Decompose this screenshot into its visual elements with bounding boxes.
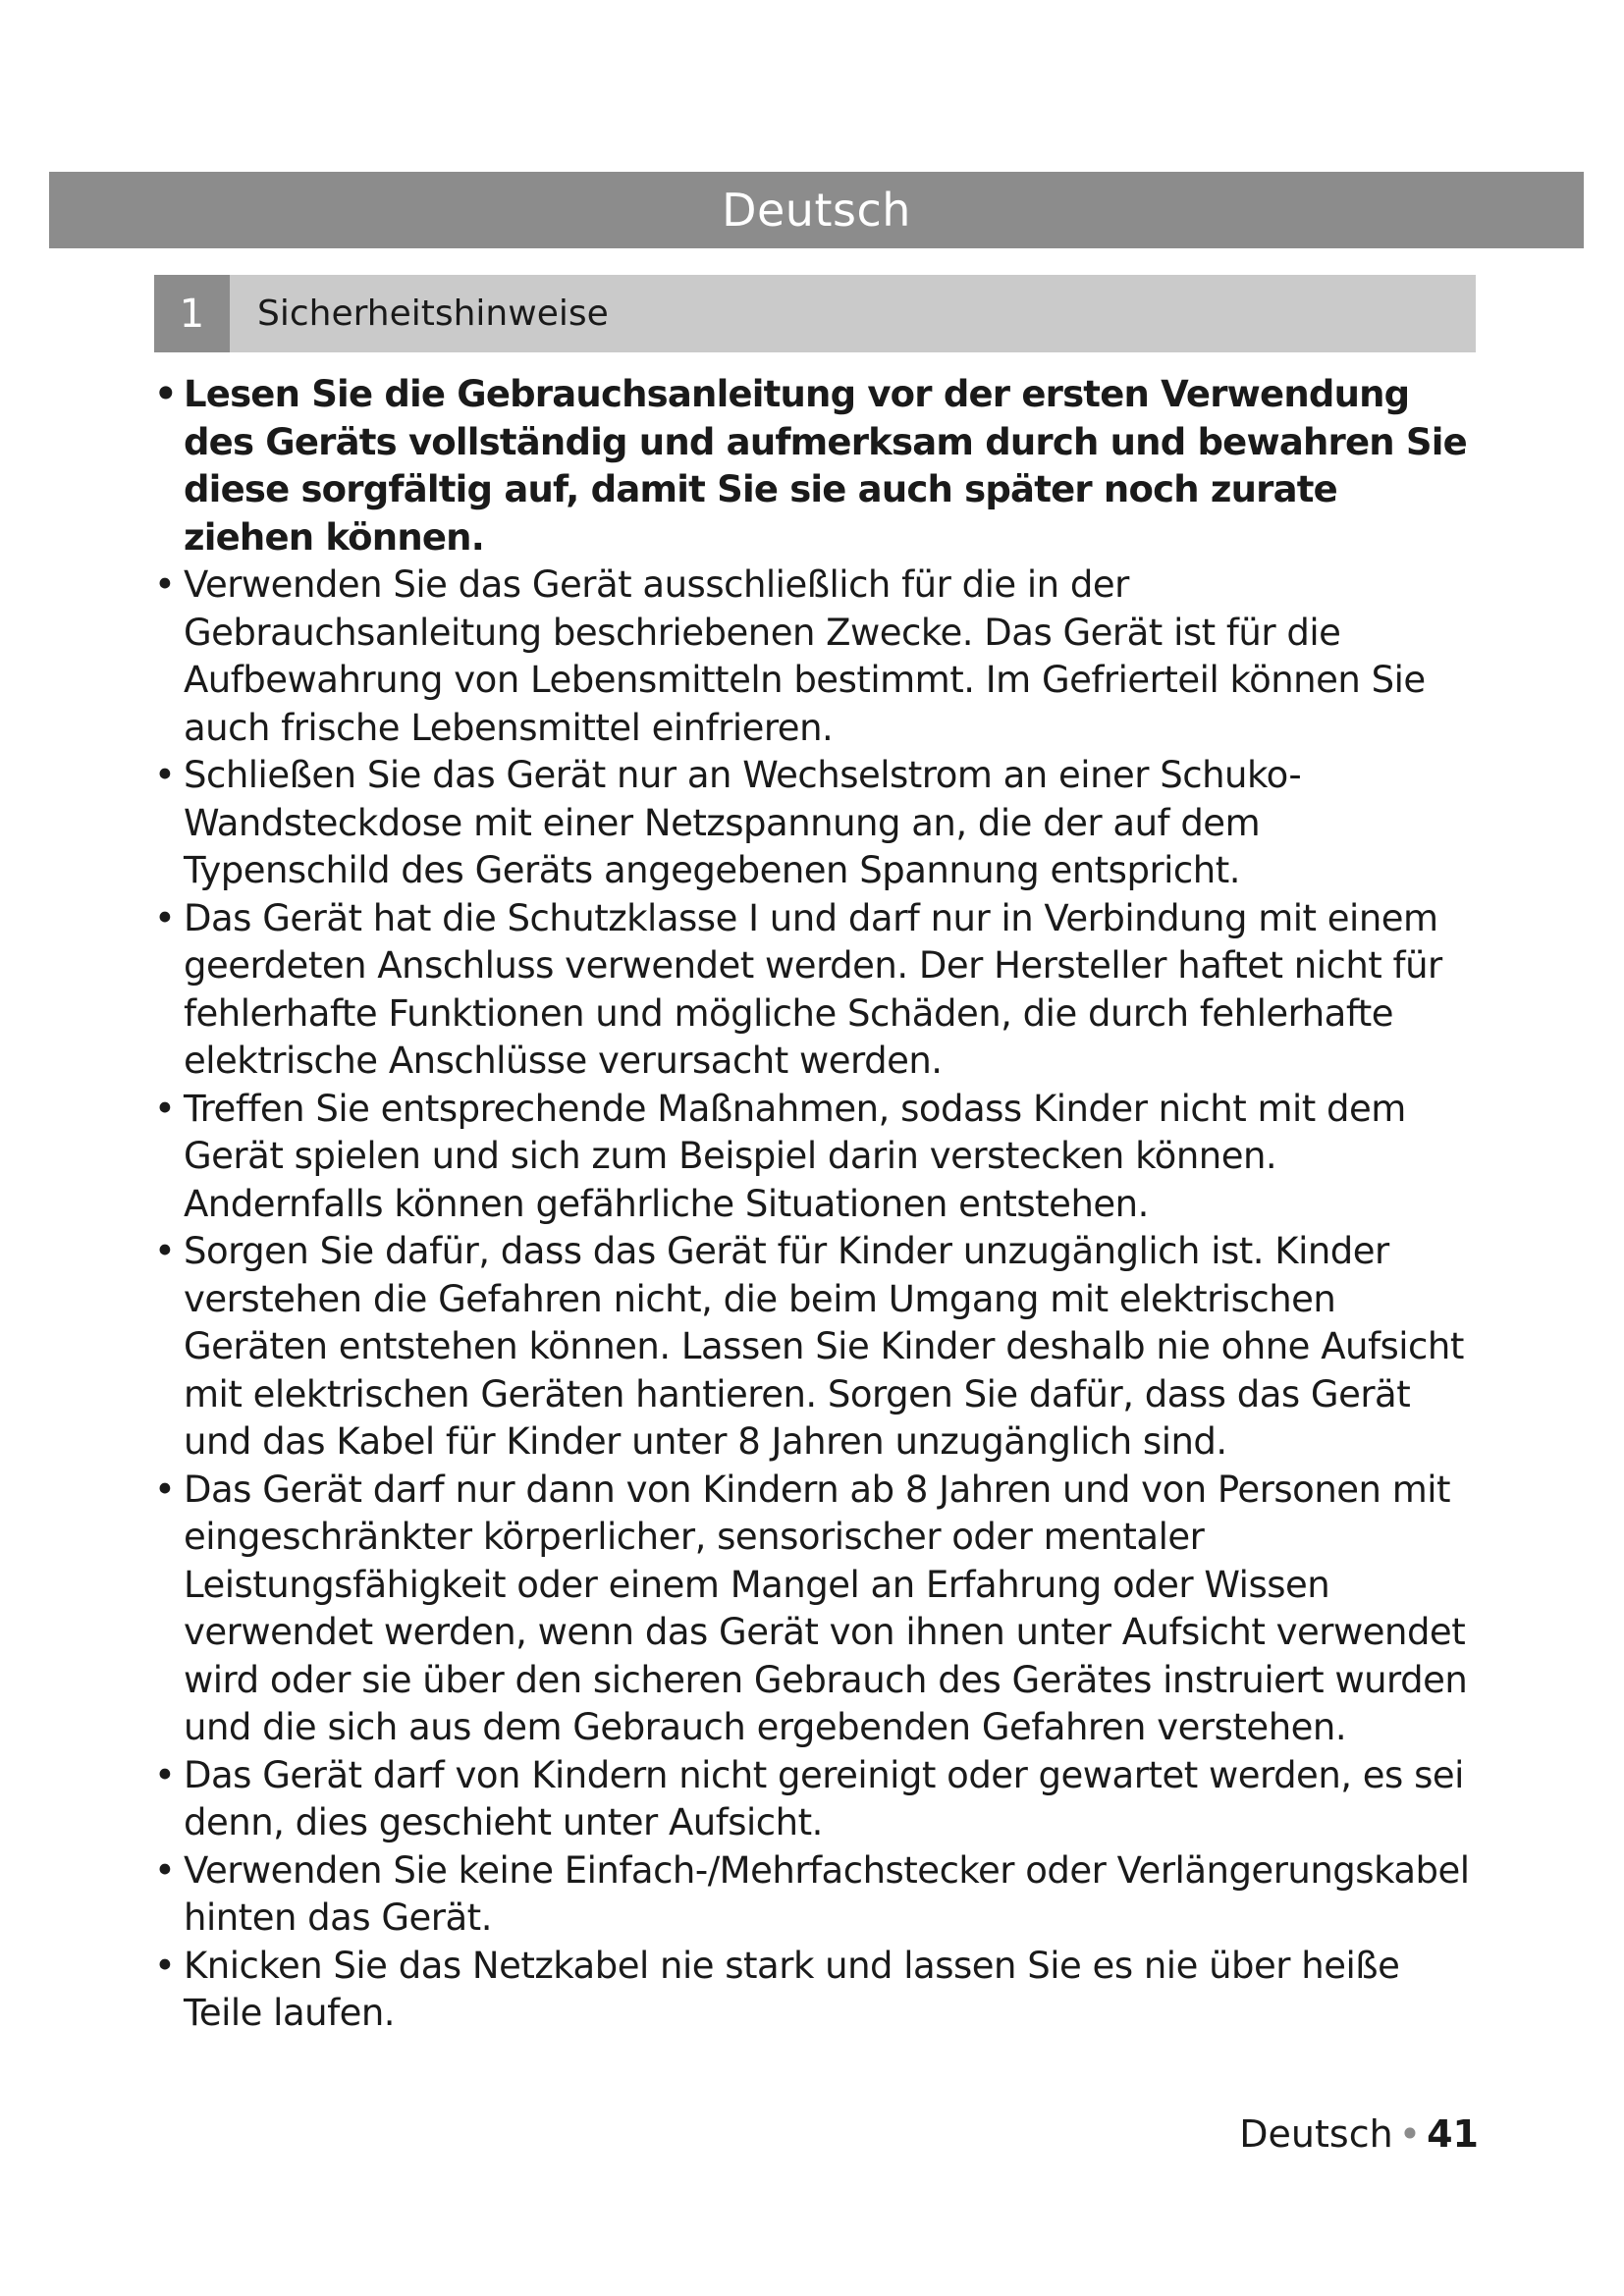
bullet-icon: • <box>154 1848 176 1892</box>
list-item-text: Sorgen Sie dafür, dass das Gerät für Kinder unzugänglich ist. Kinder verstehen die Gefahren nicht, die beim Umgang mit elektrischen Geräten entstehen können. Lassen Sie Kinder deshalb nie ohne Aufsicht mit elektrischen Geräten hantieren. Sorgen Sie dafür, dass das Gerät und das Kabel für Kinder unter 8 Jahren unzugänglich sind. <box>184 1230 1464 1463</box>
list-item <box>154 1228 1476 1467</box>
list-item <box>154 1086 1476 1229</box>
bullet-icon: • <box>154 1087 176 1130</box>
section-number: 1 <box>154 275 230 352</box>
section-header <box>154 275 1476 352</box>
footer-language: Deutsch <box>1239 2112 1393 2156</box>
list-item-text: Das Gerät hat die Schutzklasse I und darf nur in Verbindung mit einem geerdeten Anschluss verwendet werden. Der Hersteller haftet nicht für fehlerhafte Funktionen und mögliche Schäden, die durch fehlerhafte elektrische Anschlüsse verursacht werden. <box>184 896 1442 1082</box>
list-item <box>154 561 1476 752</box>
bullet-icon: • <box>154 754 176 796</box>
list-item-text: Lesen Sie die Gebrauchsanleitung vor der ersten Verwendung des Geräts vollständig und aufmerksam durch und bewahren Sie diese sorgfältig auf, damit Sie sie auch später noch zurate ziehen können. <box>184 373 1467 559</box>
list-item <box>154 752 1476 895</box>
footer-separator: • <box>1398 2112 1422 2156</box>
bullet-list <box>154 371 1476 2038</box>
list-item <box>154 371 1476 561</box>
list-item-text: Verwenden Sie keine Einfach-/Mehrfachstecker oder Verlängerungskabel hinten das Gerät. <box>184 1848 1470 1939</box>
list-item <box>154 895 1476 1086</box>
page-footer <box>1239 2112 1479 2156</box>
list-item <box>154 1752 1476 1847</box>
language-title: Deutsch <box>722 184 911 237</box>
safety-instructions <box>154 371 1476 2038</box>
page-number: 41 <box>1427 2112 1479 2156</box>
bullet-icon: • <box>154 1230 176 1272</box>
bullet-icon: • <box>154 1944 176 1987</box>
list-item-text: Schließen Sie das Gerät nur an Wechselstrom an einer Schuko-Wandsteckdose mit einer Netzspannung an, die der auf dem Typenschild des Geräts angegebenen Spannung entspricht. <box>184 754 1302 891</box>
bullet-icon: • <box>154 896 176 939</box>
list-item-text: Knicken Sie das Netzkabel nie stark und lassen Sie es nie über heiße Teile laufen. <box>184 1944 1400 2034</box>
section-title: Sicherheitshinweise <box>257 294 609 334</box>
language-header-bar <box>49 172 1584 248</box>
bullet-icon: • <box>154 1753 176 1796</box>
list-item <box>154 1467 1476 1752</box>
list-item-text: Das Gerät darf von Kindern nicht gereinigt oder gewartet werden, es sei denn, dies geschieht unter Aufsicht. <box>184 1753 1464 1843</box>
bullet-icon: • <box>154 373 177 415</box>
list-item-text: Treffen Sie entsprechende Maßnahmen, sodass Kinder nicht mit dem Gerät spielen und sich zum Beispiel darin verstecken können. Andernfalls können gefährliche Situationen entstehen. <box>184 1087 1406 1225</box>
list-item-text: Das Gerät darf nur dann von Kindern ab 8 Jahren und von Personen mit eingeschränkter körperlicher, sensorischer oder mentaler Leistungsfähigkeit oder einem Mangel an Erfahrung oder Wissen verwendet werden, wenn das Gerät von ihnen unter Aufsicht verwendet wird oder sie über den sicheren Gebrauch des Gerätes instruiert wurden und die sich aus dem Gebrauch ergebenden Gefahren verstehen. <box>184 1468 1468 1748</box>
list-item <box>154 1847 1476 1943</box>
bullet-icon: • <box>154 563 176 606</box>
list-item-text: Verwenden Sie das Gerät ausschließlich für die in der Gebrauchsanleitung beschriebenen Zwecke. Das Gerät ist für die Aufbewahrung von Lebensmitteln bestimmt. Im Gefrierteil können Sie auch frische Lebensmittel einfrieren. <box>184 563 1426 749</box>
list-item <box>154 1943 1476 2038</box>
bullet-icon: • <box>154 1468 176 1511</box>
